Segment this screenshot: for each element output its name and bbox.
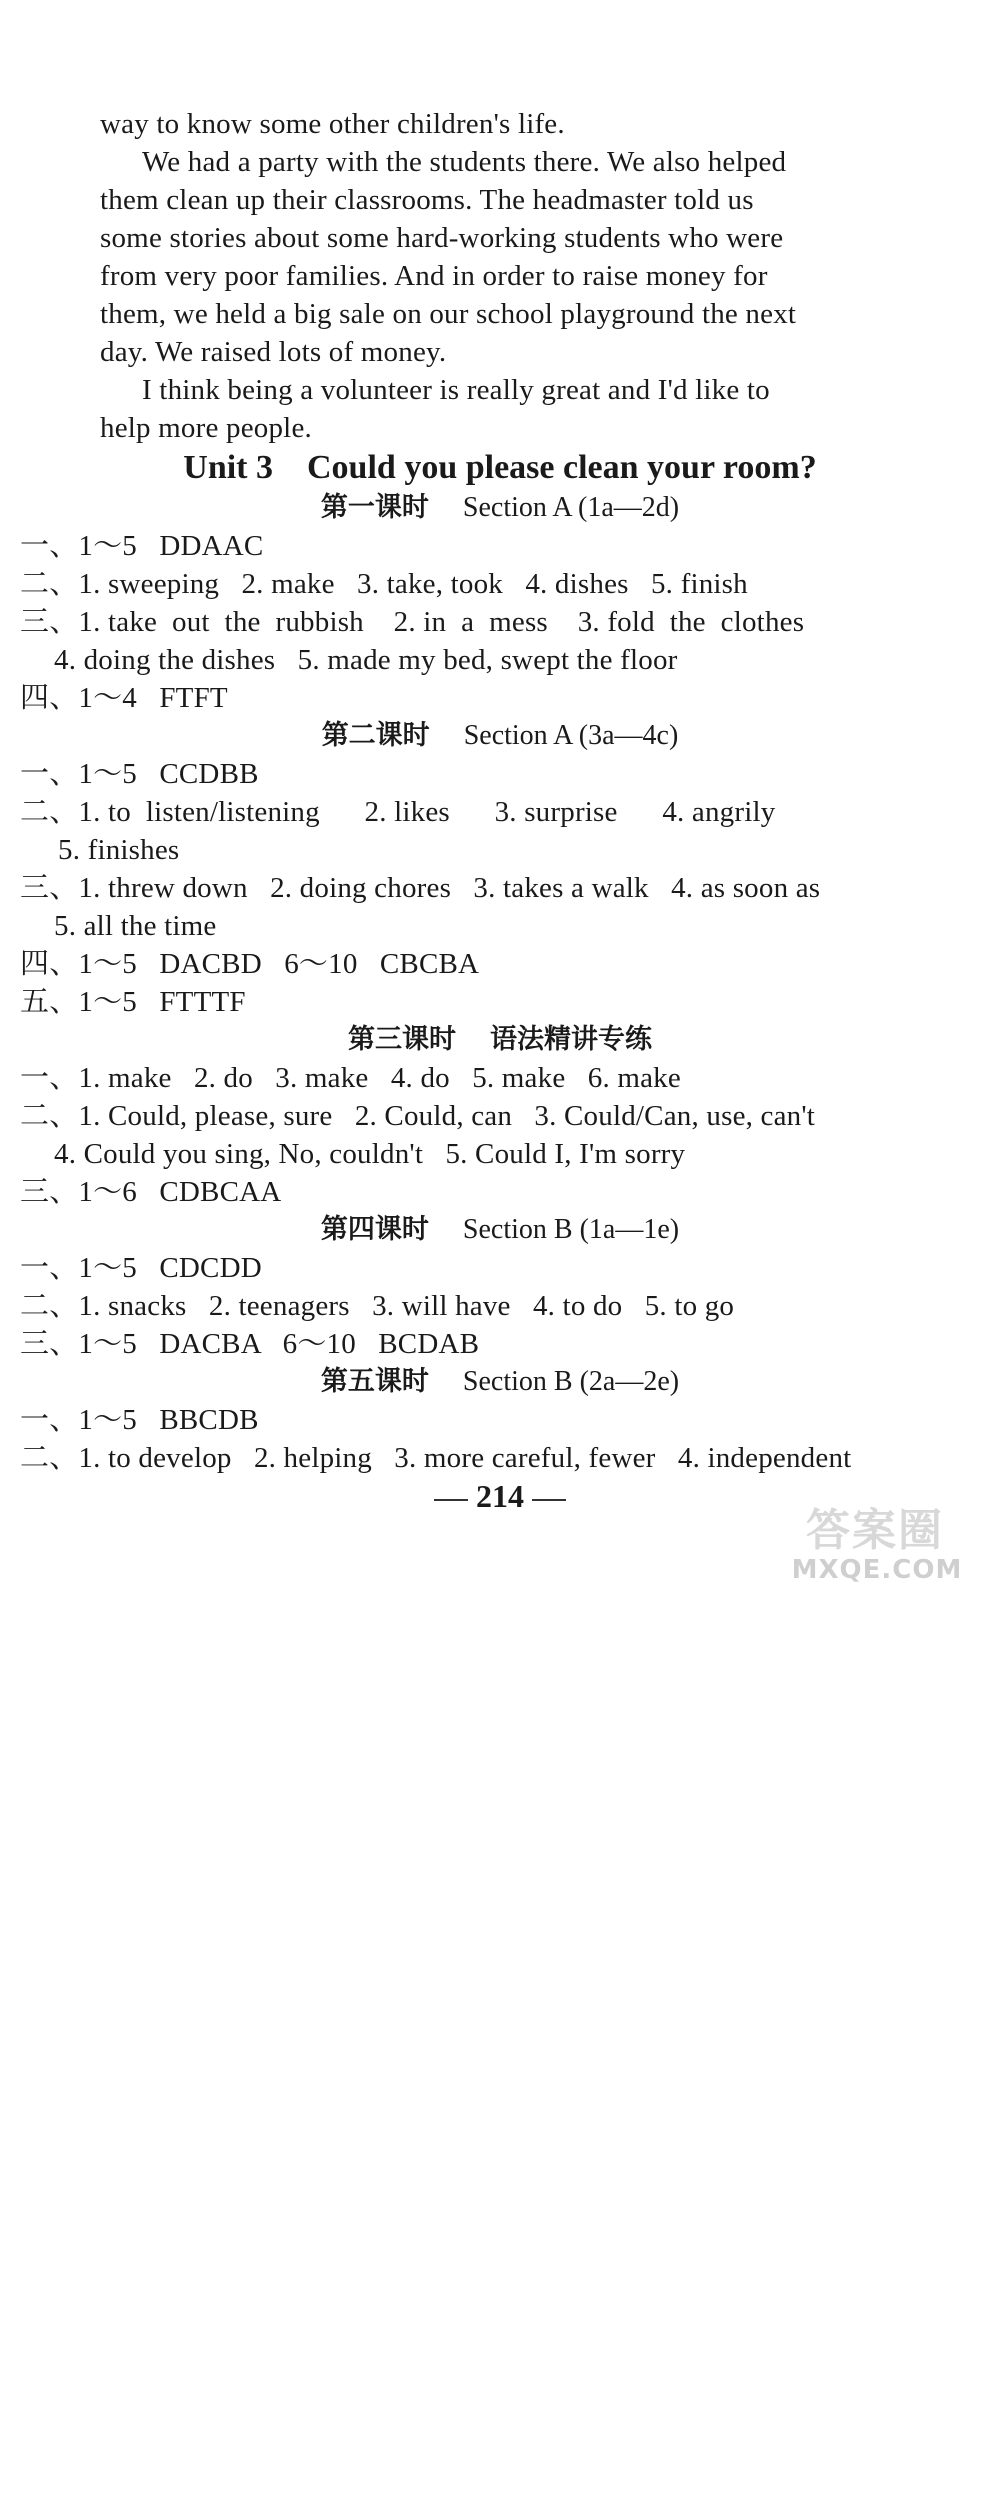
lesson-1-answer-2: 二、1. sweeping 2. make 3. take, took 4. dishes 5. finish xyxy=(20,568,748,600)
lesson-2-en: Section A (3a—4c) xyxy=(463,720,679,751)
lesson-2-answer-2: 二、1. to listen/listening 2. likes 3. surprise 4. angrily xyxy=(20,796,776,828)
lesson-3-cn: 第三课时 xyxy=(348,1024,456,1055)
essay-line-6: them, we held a big sale on our school playground the next xyxy=(100,298,797,330)
essay-line-5: from very poor families. And in order to raise money for xyxy=(100,260,768,292)
essay-line-4: some stories about some hard-working students who were xyxy=(100,222,784,254)
lesson-2-answer-4: 四、1～5 DACBD 6～10 CBCBA xyxy=(20,948,480,980)
lesson-3-subtitle: 语法精讲专练 xyxy=(490,1024,652,1055)
lesson-3-answer-3: 三、1～6 CDBCAA xyxy=(20,1176,282,1208)
lesson-1-answer-3: 三、1. take out the rubbish 2. in a mess 3. fold the clothes xyxy=(20,606,805,638)
essay-line-1: way to know some other children's life. xyxy=(100,108,565,140)
lesson-5-en: Section B (2a—2e) xyxy=(462,1366,680,1397)
page-number-left-dash xyxy=(434,1499,468,1501)
lesson-2-answer-1: 一、1～5 CCDBB xyxy=(20,758,259,790)
lesson-1-answer-3b: 4. doing the dishes 5. made my bed, swept the floor xyxy=(54,644,678,676)
unit-title: Unit 3 Could you please clean your room? xyxy=(183,449,817,486)
essay-line-7: day. We raised lots of money. xyxy=(100,336,447,368)
lesson-2-cn: 第二课时 xyxy=(321,720,430,751)
lesson-1-answer-4: 四、1～4 FTFT xyxy=(20,682,228,714)
lesson-2-answer-3: 三、1. threw down 2. doing chores 3. takes a walk 4. as soon as xyxy=(20,872,821,904)
essay-line-8: I think being a volunteer is really great and I'd like to xyxy=(142,374,770,406)
lesson-1-en: Section A (1a—2d) xyxy=(462,492,680,523)
lesson-5-heading xyxy=(0,1362,1000,1402)
watermark-icon: 答案圈 xyxy=(806,1505,944,1556)
lesson-4-answer-3: 三、1～5 DACBA 6～10 BCDAB xyxy=(20,1328,480,1360)
lesson-5-cn: 第五课时 xyxy=(320,1366,429,1397)
lesson-4-answer-1: 一、1～5 CDCDD xyxy=(20,1252,262,1284)
lesson-4-en: Section B (1a—1e) xyxy=(462,1214,680,1245)
lesson-3-answer-2b: 4. Could you sing, No, couldn't 5. Could I, I'm sorry xyxy=(54,1138,686,1170)
lesson-3-heading xyxy=(0,1020,1000,1060)
page-number-right-dash xyxy=(532,1499,566,1501)
lesson-2-heading xyxy=(0,716,1000,756)
page-number-value: 214 xyxy=(476,1478,524,1514)
essay-line-9: help more people. xyxy=(100,412,312,444)
lesson-4-answer-2: 二、1. snacks 2. teenagers 3. will have 4. to do 5. to go xyxy=(20,1290,735,1322)
lesson-1-answer-1: 一、1～5 DDAAC xyxy=(20,530,264,562)
lesson-2-answer-2b: 5. finishes xyxy=(58,834,180,866)
lesson-2-answer-5: 五、1～5 FTTTF xyxy=(20,986,246,1018)
lesson-3-answer-2: 二、1. Could, please, sure 2. Could, can 3. Could/Can, use, can't xyxy=(20,1100,816,1132)
lesson-1-heading xyxy=(0,488,1000,528)
lesson-4-heading xyxy=(0,1210,1000,1250)
lesson-3-answer-1: 一、1. make 2. do 3. make 4. do 5. make 6. make xyxy=(20,1062,681,1094)
lesson-2-answer-3b: 5. all the time xyxy=(54,910,217,942)
lesson-4-cn: 第四课时 xyxy=(320,1214,429,1245)
lesson-1-cn: 第一课时 xyxy=(320,492,429,523)
essay-line-3: them clean up their classrooms. The headmaster told us xyxy=(100,184,754,216)
essay-line-2: We had a party with the students there. We also helped xyxy=(142,146,787,178)
watermark-logo xyxy=(772,1505,982,1591)
lesson-5-answer-2: 二、1. to develop 2. helping 3. more careful, fewer 4. independent xyxy=(20,1442,852,1474)
lesson-5-answer-1: 一、1～5 BBCDB xyxy=(20,1404,259,1436)
watermark-text: MXQE.COM xyxy=(791,1555,963,1585)
